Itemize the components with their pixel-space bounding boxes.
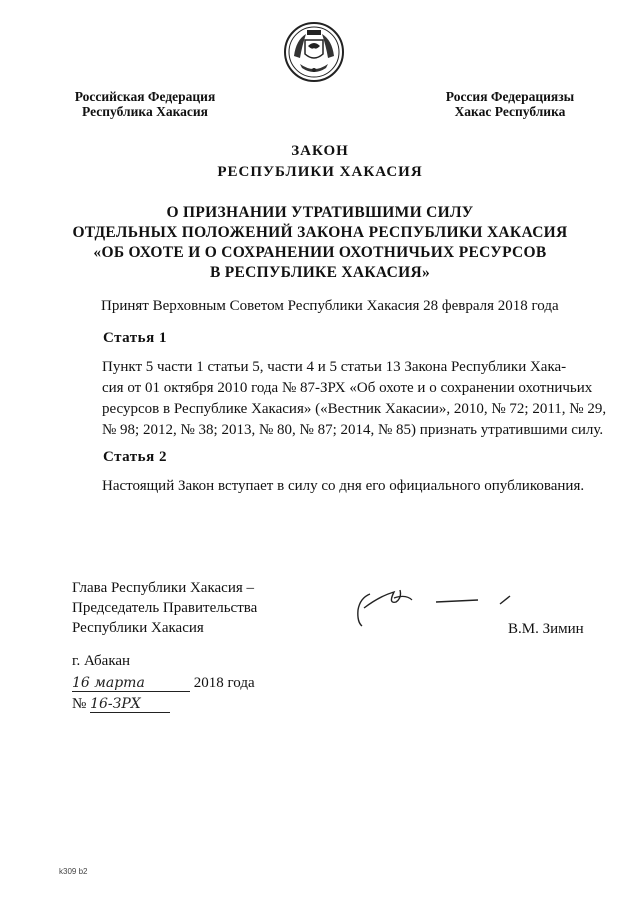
article-line: № 98; 2012, № 38; 2013, № 80, № 87; 2014, № 85) признать утратившими силу. xyxy=(102,422,604,438)
signatory-line: Председатель Правительства xyxy=(72,600,258,616)
law-title: ЗАКОН xyxy=(291,143,349,159)
signer-name: В.М. Зимин xyxy=(508,621,584,637)
law-title-republic: РЕСПУБЛИКИ ХАКАСИЯ xyxy=(217,164,423,180)
article-line: Настоящий Закон вступает в силу со дня его официального опубликования. xyxy=(102,478,585,494)
article-2-heading: Статья 2 xyxy=(103,449,167,465)
number-handwritten: 16-ЗРХ xyxy=(90,696,170,713)
subject-line: О ПРИЗНАНИИ УТРАТИВШИМИ СИЛУ xyxy=(166,204,474,221)
article-line: Пункт 5 части 1 статьи 5, части 4 и 5 статьи 13 Закона Республики Хака- xyxy=(102,359,567,375)
signatory-line: Республики Хакасия xyxy=(72,620,204,636)
law-number xyxy=(72,696,170,713)
law-subject xyxy=(60,203,580,283)
footer-code: k309 b2 xyxy=(59,867,88,876)
number-prefix: № xyxy=(72,696,87,712)
header-left-republic: Республика Хакасия xyxy=(82,104,208,119)
header-right xyxy=(430,89,590,119)
date-handwritten: 16 марта xyxy=(72,675,190,692)
date-year: 2018 года xyxy=(193,675,255,691)
header-left xyxy=(60,89,230,119)
signatory-line: Глава Республики Хакасия – xyxy=(72,580,255,596)
handwritten-signature xyxy=(350,582,520,632)
article-1-text xyxy=(102,357,607,441)
subject-line: «ОБ ОХОТЕ И О СОХРАНЕНИИ ОХОТНИЧЬИХ РЕСУРСОВ xyxy=(93,244,547,261)
header-right-country: Россия Федерациязы xyxy=(445,89,575,104)
subject-line: ОТДЕЛЬНЫХ ПОЛОЖЕНИЙ ЗАКОНА РЕСПУБЛИКИ ХАКАСИЯ xyxy=(72,224,568,241)
coat-of-arms-emblem xyxy=(282,20,346,84)
signatory-title xyxy=(72,578,257,638)
article-1-heading: Статья 1 xyxy=(103,330,167,346)
subject-line: В РЕСПУБЛИКЕ ХАКАСИЯ» xyxy=(209,264,431,281)
place-of-signing: г. Абакан xyxy=(72,653,131,669)
article-line: ресурсов в Республике Хакасия» («Вестник Хакасии», 2010, № 72; 2011, № 29, xyxy=(102,401,607,417)
article-2-text xyxy=(102,476,602,497)
article-line: сия от 01 октября 2010 года № 87-ЗРХ «Об охоте и о сохранении охотничьих xyxy=(102,380,593,396)
header-right-republic: Хакас Республика xyxy=(454,104,566,119)
signing-date xyxy=(72,675,255,692)
adoption-statement: Принят Верховным Советом Республики Хакасия 28 февраля 2018 года xyxy=(101,298,559,314)
header-left-country: Российская Федерация xyxy=(74,89,216,104)
